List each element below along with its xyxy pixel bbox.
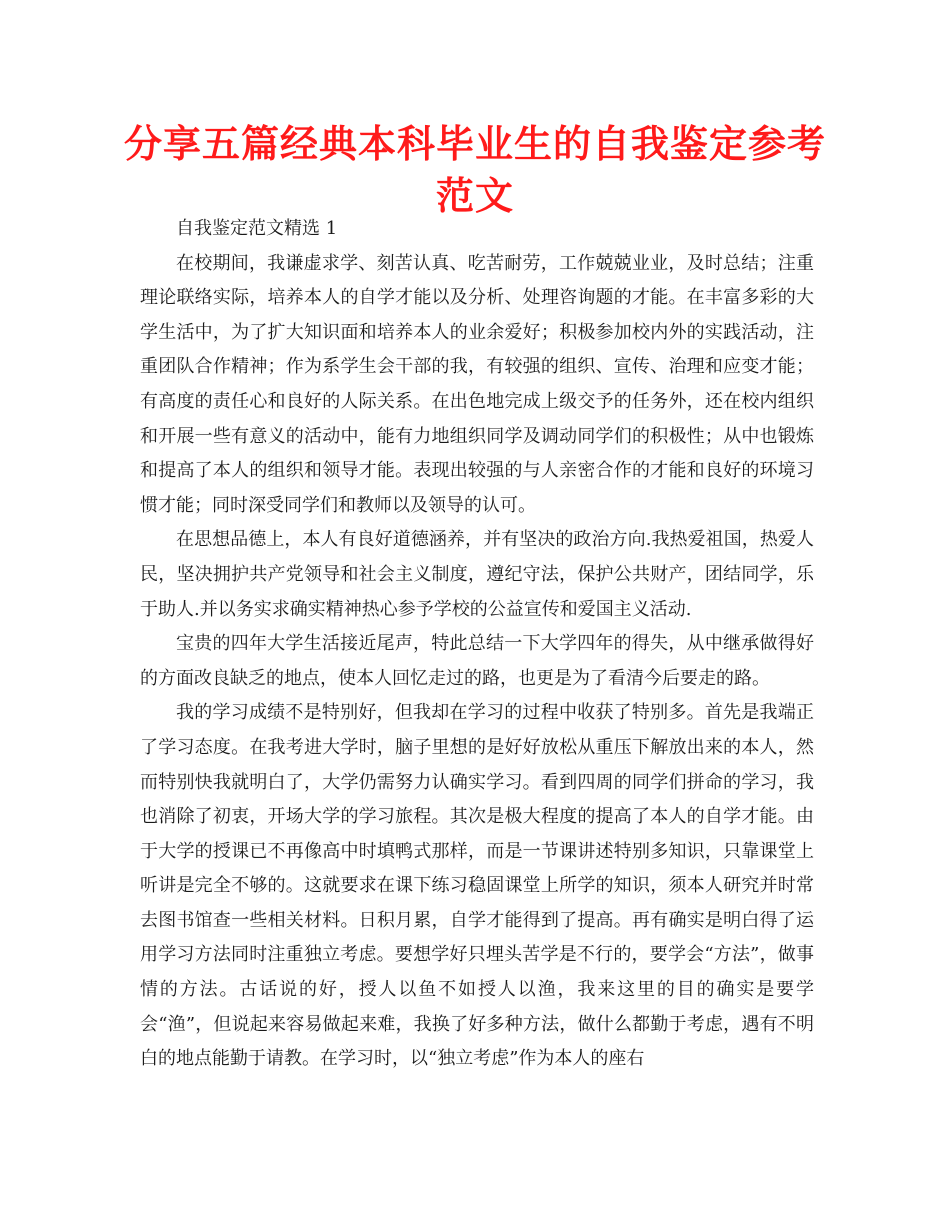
- document-title: 分享五篇经典本科毕业生的自我鉴定参考范文: [123, 122, 826, 218]
- paragraph-3: 宝贵的四年大学生活接近尾声，特此总结一下大学四年的得失，从中继承做得好的方面改良缺乏的地点，使本人回忆走过的路，也更是为了看清今后要走的路。: [140, 633, 814, 689]
- document-body: [140, 212, 814, 1077]
- section-heading: 自我鉴定范文精选 1: [176, 218, 338, 239]
- paragraph-4: 我的学习成绩不是特别好，但我却在学习的过程中收获了特别多。首先是我端正了学习态度。在我考进大学时，脑子里想的是好好放松从重压下解放出来的本人，然而特别快我就明白了，大学仍需努力认确实学习。看到四周的同学们拼命的学习，我也消除了初衷，开场大学的学习旅程。其次是极大程度的提高了本人的自学才能。由于大学的授课已不再像高中时填鸭式那样，而是一节课讲述特别多知识，只靠课堂上听讲是完全不够的。这就要求在课下练习稳固课堂上所学的知识，须本人研究并时常去图书馆查一些相关材料。日积月累，自学才能得到了提高。再有确实是明白得了运用学习方法同时注重独立考虑。要想学好只埋头苦学是不行的，要学会“方法”，做事情的方法。古话说的好，授人以鱼不如授人以渔，我来这里的目的确实是要学会“渔”，但说起来容易做起来难，我换了好多种方法，做什么都勤于考虑，遇有不明白的地点能勤于请教。在学习时，以“独立考虑”作为本人的座右: [140, 702, 814, 1070]
- paragraph-1: 在校期间，我谦虚求学、刻苦认真、吃苦耐劳，工作兢兢业业，及时总结；注重理论联络实际，培养本人的自学才能以及分析、处理咨询题的才能。在丰富多彩的大学生活中，为了扩大知识面和培养本人的业余爱好；积极参加校内外的实践活动，注重团队合作精神；作为系学生会干部的我，有较强的组织、宣传、治理和应变才能；有高度的责任心和良好的人际关系。在出色地完成上级交予的任务外，还在校内组织和开展一些有意义的活动中，能有力地组织同学及调动同学们的积极性；从中也锻炼和提高了本人的组织和领导才能。表现出较强的与人亲密合作的才能和良好的环境习惯才能；同时深受同学们和教师以及领导的认可。: [140, 252, 814, 516]
- paragraph-2: 在思想品德上，本人有良好道德涵养，并有坚决的政治方向.我热爱祖国，热爱人民，坚决拥护共产党领导和社会主义制度，遵纪守法，保护公共财产，团结同学，乐于助人.并以务实求确实精神热心参予学校的公益宣传和爱国主义活动.: [140, 529, 814, 620]
